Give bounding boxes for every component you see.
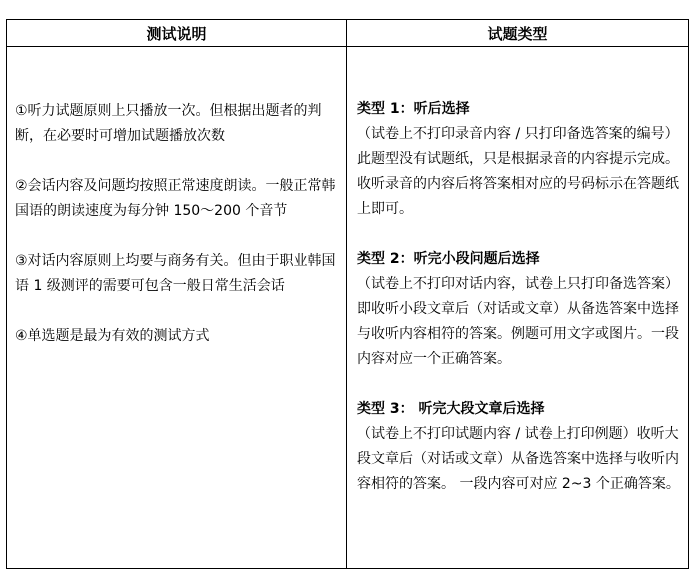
header-test-description: 测试说明 (7, 20, 347, 47)
test-description-cell (7, 47, 347, 569)
question-type-3-title: 类型 3： 听完大段文章后选择 (357, 401, 545, 417)
question-type-2-title: 类型 2：听完小段问题后选择 (357, 251, 540, 267)
table-header-row (7, 20, 689, 47)
question-type-2 (357, 247, 682, 372)
question-types-cell (347, 47, 689, 569)
question-type-1-title: 类型 1：听后选择 (357, 101, 470, 117)
question-type-3 (357, 397, 682, 497)
description-item-2: ②会话内容及问题均按照正常速度朗读。一般正常韩国语的朗读速度为每分钟 150～200 个音节 (15, 178, 336, 219)
question-type-2-body: （试卷上不打印对话内容，试卷上只打印备选答案）即收听小段文章后（对话或文章）从备选答案中选择与收听内容相符的答案。例题可用文字或图片。一段内容对应一个正确答案。 (357, 276, 679, 367)
question-type-1-body: （试卷上不打印录音内容 / 只打印备选答案的编号）此题型没有试题纸，只是根据录音的内容提示完成。收听录音的内容后将答案相对应的号码标示在答题纸上即可。 (357, 126, 679, 217)
question-type-1 (357, 97, 682, 222)
table-body-row (7, 47, 689, 569)
description-item-4: ④单选题是最为有效的测试方式 (15, 328, 210, 344)
description-item-1: ①听力试题原则上只播放一次。但根据出题者的判断，在必要时可增加试题播放次数 (15, 103, 322, 144)
exam-info-table (6, 19, 689, 569)
question-type-3-body: （试卷上不打印试题内容 / 试卷上打印例题）收听大段文章后（对话或文章）从备选答案中选择与收听内容相符的答案。 一段内容可对应 2~3 个正确答案。 (357, 426, 680, 492)
description-item-3: ③对话内容原则上均要与商务有关。但由于职业韩国语 1 级测评的需要可包含一般日常生活会话 (15, 253, 336, 294)
header-question-types: 试题类型 (347, 20, 689, 47)
